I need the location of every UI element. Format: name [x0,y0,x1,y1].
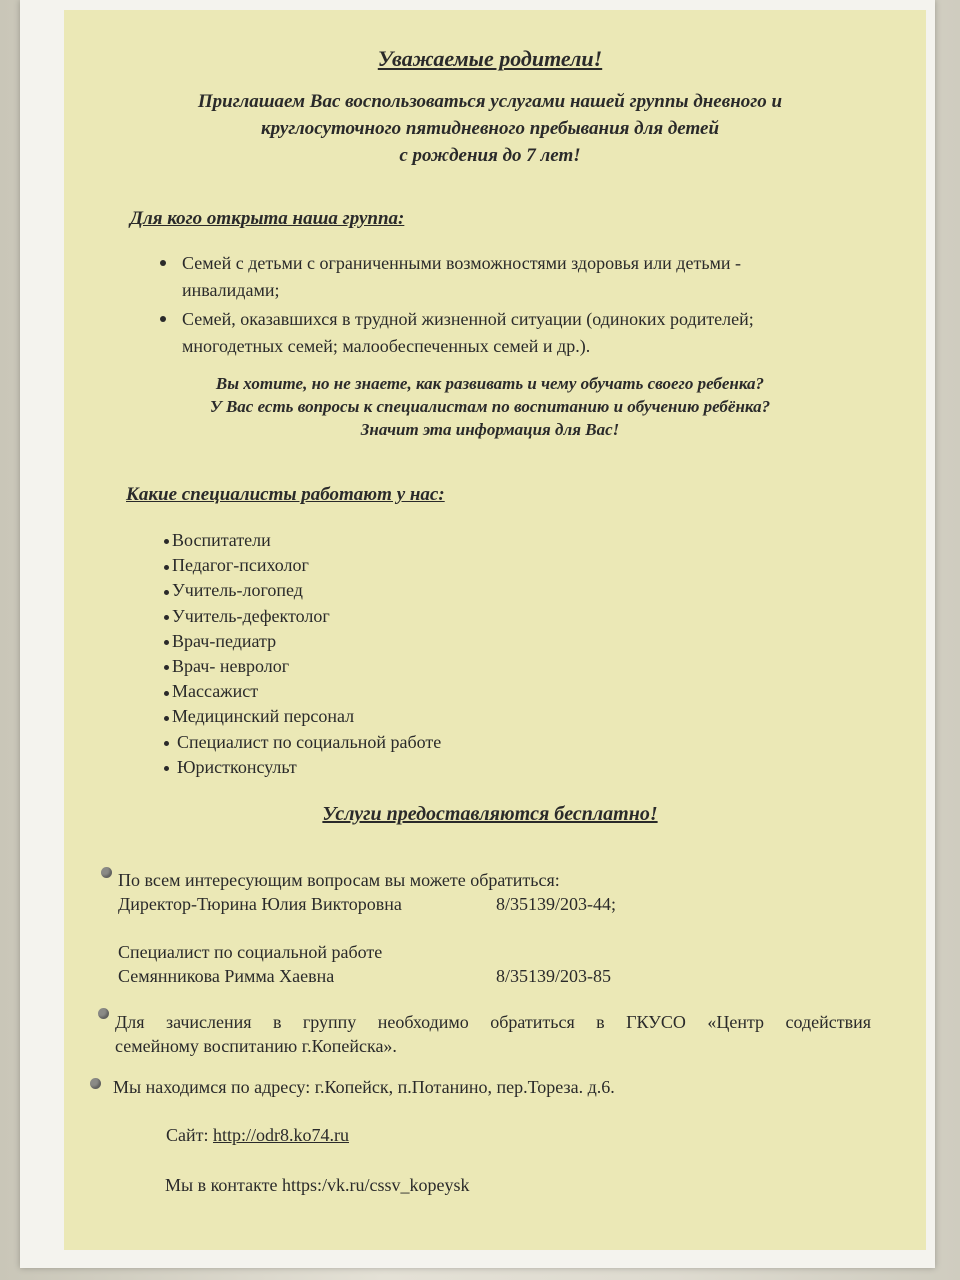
list-item [164,654,441,679]
contacts-intro: По всем интересующим вопросам вы можете обратиться: [118,870,560,890]
site-link[interactable]: http://odr8.ko74.ru [213,1125,349,1145]
list-item-text: Семей с детьми с ограниченными возможностями здоровья или детьми - [182,253,742,273]
site-row [166,1125,349,1146]
list-item [164,755,441,780]
specialist-name: Специалист по социальной работе [177,731,442,752]
bullet-icon [164,539,169,544]
bullet-icon [164,615,169,620]
list-item [164,578,441,603]
question-line: Вы хотите, но не знаете, как развивать и чему обучать своего ребенка? [215,374,765,393]
bullet-icon [164,741,169,746]
list-item [164,553,441,578]
page-title: Уважаемые родители! [377,46,603,71]
list-item [164,629,441,654]
for-whom-heading: Для кого открыта наша группа: [130,208,405,229]
specialist-name: Воспитатели [172,530,271,550]
director-phone: 8/35139/203-44; [496,894,616,914]
specialists-list [164,528,441,780]
social-label: Специалист по социальной работе [118,942,383,962]
bullet-icon [90,1078,101,1089]
social-worker-name: Семянникова Римма Хаевна [118,966,335,986]
bullet-icon [164,716,169,721]
bullet-icon [164,565,169,570]
free-services-note: Услуги предоставляются бесплатно! [322,803,658,825]
site-label: Сайт: [166,1125,209,1145]
enrollment-text [115,1010,871,1058]
list-item [160,306,860,360]
specialist-name: Юристконсульт [177,756,297,777]
specialist-name: Медицинский персонал [172,706,355,727]
bullet-icon [160,260,166,266]
specialists-heading: Какие специалисты работают у нас: [126,484,445,505]
list-item [160,250,860,304]
bullet-icon [101,867,112,878]
specialist-name: Учитель-логопед [172,580,303,601]
enrollment-line: Для зачисления в группу необходимо обратиться в ГКУСО «Центр содействия [115,1012,871,1032]
list-item-text: Семей, оказавшихся в трудной жизненной ситуации (одиноких родителей; [182,309,754,329]
bullet-icon [160,316,166,322]
list-item [164,604,441,629]
specialist-name: Врач-педиатр [172,630,277,651]
for-whom-list [160,250,860,360]
question-line: Значит эта информация для Вас! [360,420,620,439]
bullet-icon [164,691,169,696]
bullet-icon [164,590,169,595]
intro-text [100,88,880,169]
intro-line: круглосуточного пятидневного пребывания для детей [260,118,720,139]
list-item [164,704,441,729]
list-item [164,730,441,755]
bullet-icon [164,640,169,645]
director-row [118,892,818,916]
vk-text: Мы в контакте https:/vk.ru/cssv_kopeysk [165,1175,470,1195]
specialist-name: Массажист [172,681,259,702]
list-item-text: многодетных семей; малообеспеченных семей и др.). [182,336,591,356]
director-name: Директор-Тюрина Юлия Викторовна [118,894,402,914]
specialist-name: Учитель-дефектолог [172,605,330,626]
social-worker-phone: 8/35139/203-85 [496,966,611,986]
enrollment-line: семейному воспитанию г.Копейска». [115,1036,397,1056]
questions-block [100,372,880,441]
contacts-block [118,868,818,988]
address-text: Мы находимся по адресу: г.Копейск, п.Потанино, пер.Тореза. д.6. [113,1077,615,1097]
specialist-name: Врач- невролог [172,656,290,677]
specialist-name: Педагог-психолог [172,555,309,576]
intro-line: Приглашаем Вас воспользоваться услугами нашей группы дневного и [197,91,783,112]
list-item [164,679,441,704]
list-item [164,528,441,553]
social-row [118,964,818,988]
intro-line: с рождения до 7 лет! [399,145,581,166]
bullet-icon [98,1008,109,1019]
bullet-icon [164,665,169,670]
question-line: У Вас есть вопросы к специалистам по воспитанию и обучению ребёнка? [209,397,771,416]
bullet-icon [164,766,169,771]
list-item-text: инвалидами; [182,280,280,300]
